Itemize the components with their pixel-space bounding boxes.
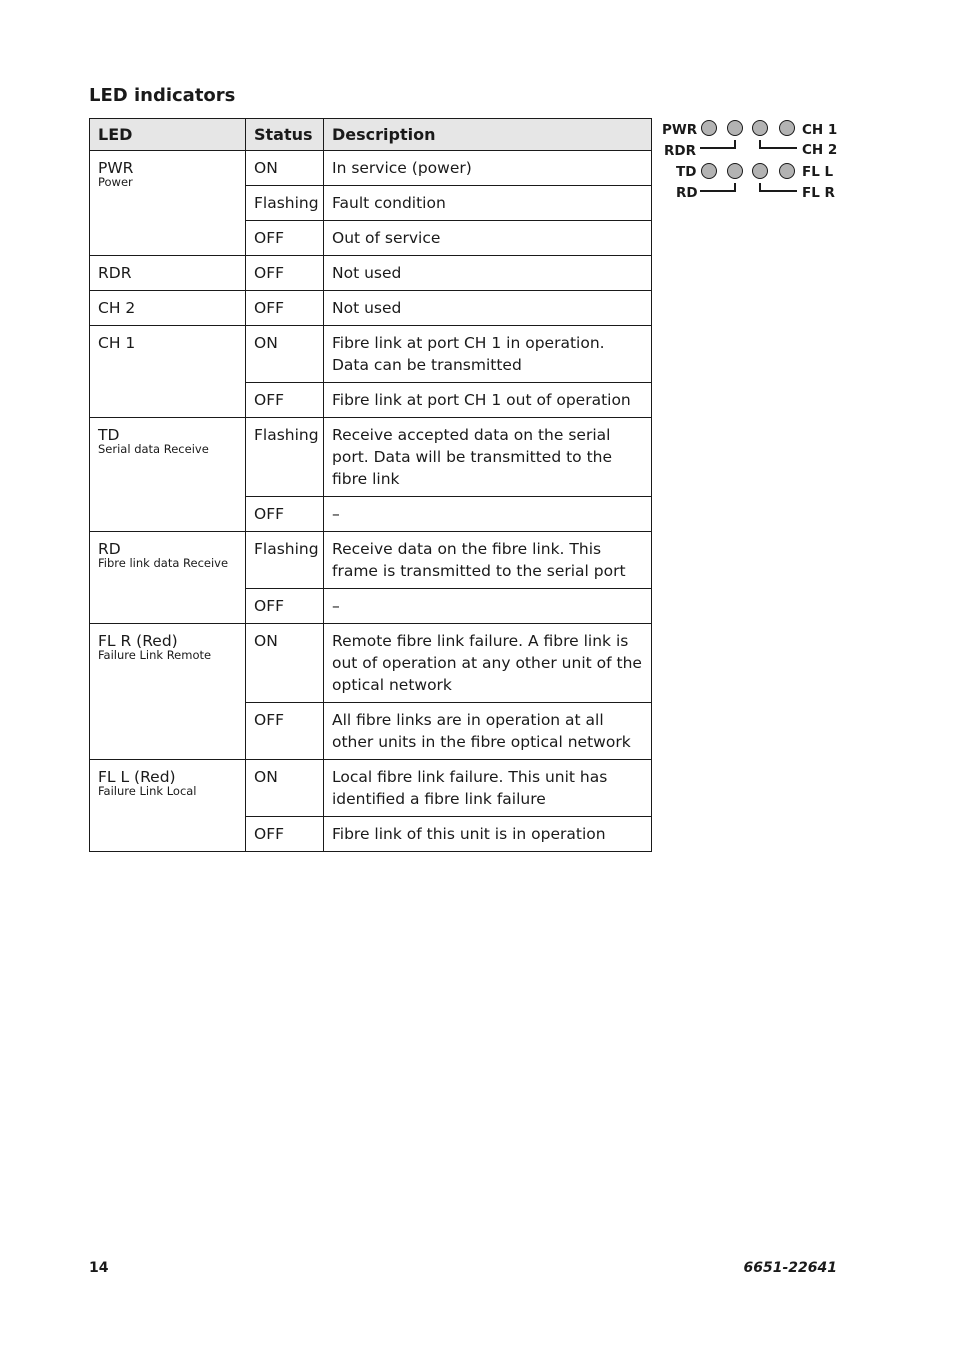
table-row bbox=[90, 624, 652, 703]
table-header-row bbox=[90, 119, 652, 151]
page-number: 14 bbox=[89, 1260, 109, 1276]
led-panel-svg bbox=[660, 117, 840, 207]
led-name: CH 1 bbox=[98, 334, 136, 352]
status-cell: OFF bbox=[246, 589, 324, 624]
description-cell: – bbox=[324, 497, 652, 532]
led-subtitle: Failure Link Local bbox=[98, 784, 197, 798]
led-cell bbox=[90, 532, 246, 624]
led-td-icon bbox=[702, 164, 717, 179]
led-subtitle: Power bbox=[98, 175, 133, 189]
column-header-led: LED bbox=[90, 119, 246, 151]
led-cell bbox=[90, 326, 246, 418]
panel-label-right-1: CH 2 bbox=[802, 142, 838, 158]
panel-label-right-3: FL R bbox=[802, 185, 835, 201]
led-rd-icon bbox=[728, 164, 743, 179]
led-subtitle: Fibre link data Receive bbox=[98, 556, 229, 570]
table-row bbox=[90, 760, 652, 817]
status-cell: OFF bbox=[246, 291, 324, 326]
led-flr-icon bbox=[753, 164, 768, 179]
description-cell: Fibre link of this unit is in operation bbox=[324, 817, 652, 852]
description-cell: Fibre link at port CH 1 in operation. Data can be transmitted bbox=[324, 326, 652, 383]
connector-rd-icon bbox=[700, 183, 735, 191]
status-cell: OFF bbox=[246, 256, 324, 291]
table-body bbox=[90, 151, 652, 852]
description-cell: Receive data on the fibre link. This frame is transmitted to the serial port bbox=[324, 532, 652, 589]
status-cell: ON bbox=[246, 760, 324, 817]
led-name: TD bbox=[98, 426, 120, 444]
status-cell: OFF bbox=[246, 817, 324, 852]
led-cell bbox=[90, 151, 246, 256]
table-row bbox=[90, 532, 652, 589]
table-row bbox=[90, 256, 652, 291]
status-cell: OFF bbox=[246, 703, 324, 760]
led-ch1-icon bbox=[780, 121, 795, 136]
status-cell: Flashing bbox=[246, 186, 324, 221]
description-cell: Out of service bbox=[324, 221, 652, 256]
description-cell: All fibre links are in operation at all other units in the fibre optical network bbox=[324, 703, 652, 760]
led-fll-icon bbox=[780, 164, 795, 179]
connector-ch2-icon bbox=[760, 140, 797, 148]
status-cell: ON bbox=[246, 326, 324, 383]
description-cell: In service (power) bbox=[324, 151, 652, 186]
table-row bbox=[90, 291, 652, 326]
panel-label-left-2: TD bbox=[676, 164, 697, 180]
status-cell: OFF bbox=[246, 383, 324, 418]
status-cell: Flashing bbox=[246, 532, 324, 589]
led-name: CH 2 bbox=[98, 299, 136, 317]
description-cell: – bbox=[324, 589, 652, 624]
led-name: RDR bbox=[98, 264, 132, 282]
description-cell: Fibre link at port CH 1 out of operation bbox=[324, 383, 652, 418]
description-cell: Not used bbox=[324, 291, 652, 326]
led-panel-diagram bbox=[660, 117, 840, 207]
section-heading: LED indicators bbox=[89, 85, 236, 106]
column-header-description: Description bbox=[324, 119, 652, 151]
led-cell bbox=[90, 418, 246, 532]
led-indicator-table bbox=[89, 118, 652, 852]
led-name: FL R (Red) bbox=[98, 632, 178, 650]
table-row bbox=[90, 326, 652, 383]
panel-label-left-3: RD bbox=[676, 185, 698, 201]
led-cell bbox=[90, 256, 246, 291]
led-name: RD bbox=[98, 540, 121, 558]
panel-label-left-0: PWR bbox=[662, 122, 698, 138]
led-subtitle: Serial data Receive bbox=[98, 442, 209, 456]
description-cell: Fault condition bbox=[324, 186, 652, 221]
description-cell: Receive accepted data on the serial port. Data will be transmitted to the fibre link bbox=[324, 418, 652, 497]
status-cell: OFF bbox=[246, 497, 324, 532]
status-cell: ON bbox=[246, 624, 324, 703]
description-cell: Local fibre link failure. This unit has identified a fibre link failure bbox=[324, 760, 652, 817]
led-name: PWR bbox=[98, 159, 134, 177]
panel-label-left-1: RDR bbox=[664, 143, 696, 159]
description-cell: Not used bbox=[324, 256, 652, 291]
led-ch2-icon bbox=[753, 121, 768, 136]
document-number: 6651-22641 bbox=[743, 1260, 837, 1276]
panel-label-right-0: CH 1 bbox=[802, 122, 838, 138]
led-cell bbox=[90, 291, 246, 326]
led-pwr-icon bbox=[702, 121, 717, 136]
table-row bbox=[90, 151, 652, 186]
description-cell: Remote fibre link failure. A fibre link is out of operation at any other unit of the optical network bbox=[324, 624, 652, 703]
connector-flr-icon bbox=[760, 183, 797, 191]
connector-rdr-icon bbox=[700, 140, 735, 148]
panel-label-right-2: FL L bbox=[802, 164, 834, 180]
led-cell bbox=[90, 624, 246, 760]
led-subtitle: Failure Link Remote bbox=[98, 648, 212, 662]
led-name: FL L (Red) bbox=[98, 768, 176, 786]
status-cell: ON bbox=[246, 151, 324, 186]
table-row bbox=[90, 418, 652, 497]
led-cell bbox=[90, 760, 246, 852]
status-cell: OFF bbox=[246, 221, 324, 256]
led-rdr-icon bbox=[728, 121, 743, 136]
status-cell: Flashing bbox=[246, 418, 324, 497]
column-header-status: Status bbox=[246, 119, 324, 151]
